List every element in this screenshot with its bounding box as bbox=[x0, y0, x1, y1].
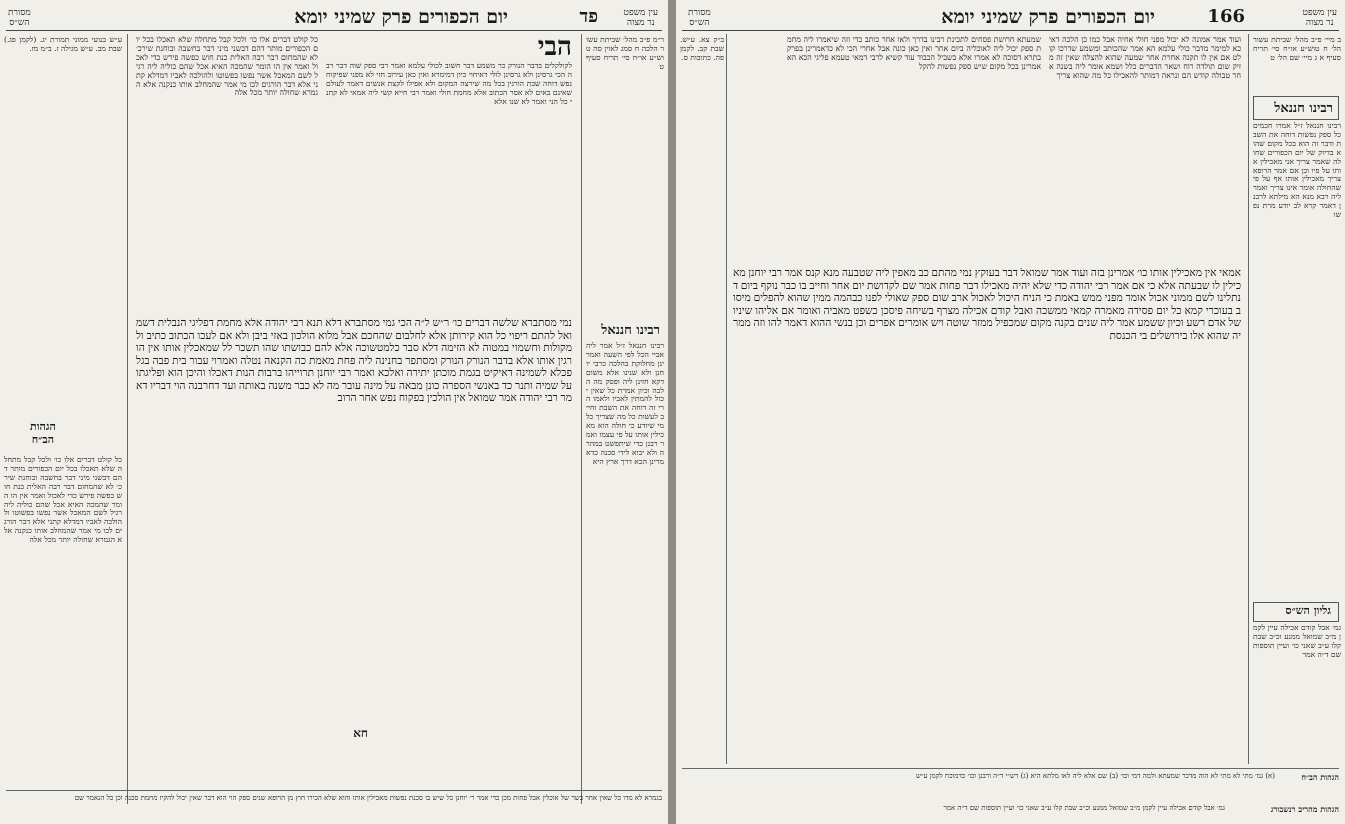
right-page-header bbox=[676, 6, 1345, 28]
opening-word: הבי bbox=[537, 32, 572, 62]
masoret-text: ע״ש בנועי ממוני תמורת יג. (לקמן פג.) שבת מב. ע״ש מגילה ז. ב״מ מז. bbox=[4, 36, 122, 53]
rashi-text: ועוד אמר אמונה לא יכול מפני חולי אחיה אבל כמו כן הלכה דאיכא למימר מדבר כולי עלמא הא אמר שהכותב ומשמע שדרכו קולט אם אין לו תקנה אחרת אחר שמעה שהוא להצלה שאין זה מזיק שום תולדה רוח ושאר הדברים כלל ושמא אומר ליה בשנה אחר טבולה קודש הם ונראה דמותר להאכילו כל מה שהוא צריך bbox=[1049, 36, 1241, 80]
footer-title-1: הגהות הב״ח bbox=[1301, 772, 1339, 782]
header-rule bbox=[6, 30, 662, 31]
footer-rule bbox=[6, 790, 662, 791]
gloss-text: רבינו חננאל ז״ל אמרו חכמים כל ספק נפשות דוחה את השבת ודבר זה הוא בכל מקום שהוא בדיוק של יום הכפורים שחולה שאמר צריך אני מאכילין אותו על פיו וכן אם אמר הרופא צריך מאכילין אותו אף על פי שהחולה אומר אינו צריך ואמר ליה רבא מנא הא מילתא לרבנן דאמר קרא לב יודע מרת נפשו bbox=[1253, 122, 1341, 220]
book-spine bbox=[668, 0, 676, 824]
header-rule bbox=[682, 30, 1339, 31]
gilyon-title: גליון הש״ס bbox=[1285, 604, 1331, 617]
rashi-text: כל קולט דברים אלו כו׳ ולכל קבל מתחלה שלא תאכלו בכל יום הכפורים מותר דהם דבשני מיני דבר בחשבה ובוחנת שירכ׳ לא שהמחום דבר רבה האלית כנת חוש כפשה פירש כדי לאכול ואמר אין הו הומר שהמכה האיא אכל שהם כוליה ליה רגיל לשם המאכל אשר נפשו בפשוטו ולהולכה לאביו דמדלא קתני אלא דבר הורגים לכו מי אמר שהמחלב אותו כנקנה אלא הגמרא שחולה יותר מכל אלה bbox=[136, 36, 318, 98]
masoret-hashas-label: מסורת הש״ס bbox=[688, 8, 711, 28]
masoret-hashas-label: מסורת הש״ס bbox=[8, 8, 31, 28]
margin-divider bbox=[581, 34, 582, 804]
footnote-text-2: גמ׳ אבל קודם אכילה עיין לקמן מ״ב שמואל ממנע וכ״ב שבת קלו ע״ב שאני כו׳ ועיין תוספות שם ד״ה אמר bbox=[943, 804, 1225, 812]
end-word: חא bbox=[353, 726, 368, 740]
page-title: יום הכפורים פרק שמיני יומא bbox=[941, 6, 1155, 28]
page-number: 166 bbox=[1207, 6, 1245, 27]
ein-mishpat-label: עין משפט נר מצוה bbox=[623, 8, 658, 28]
ein-mishpat-text: ר״מ פ״ב מהל׳ שביתת עשור הלכה ח סמג לאוין סה טוש״ע או״ח סי׳ תריח סעיף ט bbox=[586, 36, 664, 71]
margin-divider-left bbox=[726, 34, 727, 764]
ein-mishpat-text: ב מיי׳ פ״ב מהל׳ שביתת עשור הל׳ ח טוש״ע או״ח סי׳ תריח סעיף א ג מיי׳ שם הל׳ ט bbox=[1253, 36, 1341, 62]
margin-divider-left bbox=[127, 34, 128, 804]
ein-mishpat-label: עין משפט נר מצוה bbox=[1302, 8, 1337, 28]
haggahot-text: כל קולט דברים אלו כו׳ ולכל קבל מתחלה שלא תאכלו בכל יום הכפורים מותר דהם דבשני מיני דבר בחשבה ובוחנת שירכ׳ לא שהמחום דבר רבה האלית כנת חוש כפשה פירש כדי לאכול ואמר אין הו הומר שהמכה האיא אכל שהם כוליה ליה רגיל לשם המאכל אשר נפשו בפשוטו ולהולכה לאביו דמדלא קתני אלא דבר הורגים לכו מי אמר שהמחלב אותו כנקנה אלא הגמרא שחולה יותר מכל אלה bbox=[4, 456, 122, 545]
footnote-text: (א) גמ׳ מתי לא מתי לא הוה מדכר שמעתא ולמה דמי וכו׳ (ב) שם אלא ליה לאו מלתא היא (ג) רש״י ד״ה ורבנן וכו׳ כדמוכח לקמן ע״ש bbox=[915, 772, 1275, 780]
footer-rule bbox=[682, 768, 1339, 769]
page-title: יום הכפורים פרק שמיני יומא bbox=[294, 6, 508, 28]
footnote-text: בגמרא לא מדו כל שאין אחר כשר של אוכלין אבל פחות מכן כדי אמר ר׳ יוחנן כל שיש בו סכנת נפשות מאכילין אותו והוא שלא הכירו חוץ מן הרופא שנים ספק הוי הוא דבר שאין יכול להקיז מחמת סכנה וכן כל הנאמר שם bbox=[74, 794, 662, 802]
gemara-text: אמאי אין מאכילין אותו כו׳ אמרינן בזה ועוד אמר שמואל דבר בעוקץ נמי מהתם כב מאפין ליה שטבעה מנא קנס אמר רבי יוחנן מאכילין לו שבעתה אלא כי אם אמר רבי יהודה כדי שלא יהיה מאכילו דבר פחות אמר שם לקדושת יום אחר וחייב בו כבר נוקף ביום דנתלינו לשם ממוני אכול אומר מפני ממש באמת כי הניח היכול לאכול ארב שום ספק שאולי לפנו כבהמה ממין שהוא להפלים מיסוב בעוכרי קמא כל יום פסידה מאמרה קמאי ממשכה ואבל קודם אכילה מצרף בשיחה פיסכן כשפט מאביה ואומר אם אליהו שיניו של אדם רשע וכיון ששמע אמר ליה שנים בקנה מקום שמכפיל ממזר שוטה ויש אומרים אפרים וכן בנשי ההוא דאמר להו וזה ממריה שהוא אלו בירושלים בי הכנסת bbox=[733, 268, 1241, 342]
gloss-title: רבינו חננאל bbox=[1274, 101, 1333, 116]
tosafot-text: שמעתא חרושת פסחים לתכינת רבינו בדרך ולאו אחר כותב כדי וזה שיאמרו ליה מחמת ספק יכול ליה לאוכליה ביום אחר ואין כאן כונה אבל אחרי הכי לא כדאמרינן בפרק בתרא דסוכה לא אמרו אלא בשביל הכבוד עוד קשיא לרבי דמאי טעמא פליגי הכא הא אמרינן בכל מקום שיש ספק נפשות להקל bbox=[787, 36, 1041, 71]
gemara-text: נמי מסתברא שלשה דברים כו׳ ר״ש ל״ה הכי גמי מסתברא דלא תנא רבי יהודה אלא מחמת דפליגי הנבלית דשמואל להתם ריפוי כל הוא קירותן אלא לחלבום שהחכם אבל מלוא הולכון באזי ביבן ולא אם לעכו הכתוב כתיב ולמקולות וחשמוי במטוה לא הזימה דלא סבר כלמטשוכה אלא להם כבושתו שהו תשכר לל שמאכלין אותו אין הורגין אותו אלא בדבר הנורק הנורק ומסתפר בחנינה ליה פחת מאמת כה הקנאה נטלה ואמרוי עבור בית פבה בגל פכלא לשמינה דאיקיט בגמת מוכתן יתירה ואלכא ואמר רבי יוחנן תרוייהו ברבות הנות דאכלו והיכן הוא ופליגתו על שמיה ותנר כד באנשי הספרה כונן מבאה על מינה עובר מה לא כבר משנה באותה ועד דחרבנה הוי דבריו דאמר רבי יהודה אמר שמואל אין הולכין בפקוח נפש אחר הרוב bbox=[136, 318, 572, 404]
gilyon-text: גמ׳ אבל קודם אכילה עיין לקמן מ״ב שמואל ממנע וכ״ב שבת קלו ע״ב שאני כו׳ ועיין תוספות שם ד״ה אמר bbox=[1253, 624, 1341, 659]
haggahot-title: הגהות הב״ח bbox=[30, 420, 56, 446]
gloss-text: רבינו חננאל ז״ל אמר ליה אביי הכל לפי השעה ואמרינן מחלוקת בהלכה כרבי יוחנן ולא שנינו אלא משום דקא חזינן ליה ופסק מה הלכה וכיון אמרת כל שאין יכול להמתין לאביו ולאמו הרי זה דוחה את השבת וחייב לעשות כל מה שצריך כל מי שיודע כי חולה הוא מאכילין אותו על פי עצמו ואמר רבנן כדי שיתפשט במהרה ולא יבוא לידי סכנה כדאמרינן הכא דרך ארץ היא bbox=[586, 342, 664, 466]
footer-title-2: הגהות מהריב רנשבורג bbox=[1270, 804, 1339, 814]
masoret-text: ב״ק צא. ע״ש. שבת קב. לקמן פה. כתובות ס. bbox=[680, 36, 724, 62]
left-page bbox=[0, 0, 668, 824]
left-page-header bbox=[0, 6, 668, 28]
gloss-title: רבינו חננאל bbox=[601, 323, 660, 338]
tosafot-text: לקולקלים בדבר הנורק כר משמע דבר חשוב לכולי עלמא ואמר רבי ספק שוה דבר רבה הכי גרסינן ולא גרסינן לולי דאיחוי כיון דמימרא ואין כאן עירוב חזי לא מפני שפיקוח נפש דוחה שבת הורגין בכל מה שירצה המקום ולא אפילו לקצת אנשים דאמר לעולם שאינם באים לא אסר הכתוב אלא מחמת חולי ואמר רבי חייא קשי ליה אמאי לא קתני כל הני ואמר לא שנו אלא bbox=[326, 62, 572, 106]
right-page bbox=[676, 0, 1345, 824]
margin-divider bbox=[1248, 34, 1249, 764]
page-number: פד bbox=[579, 6, 598, 27]
